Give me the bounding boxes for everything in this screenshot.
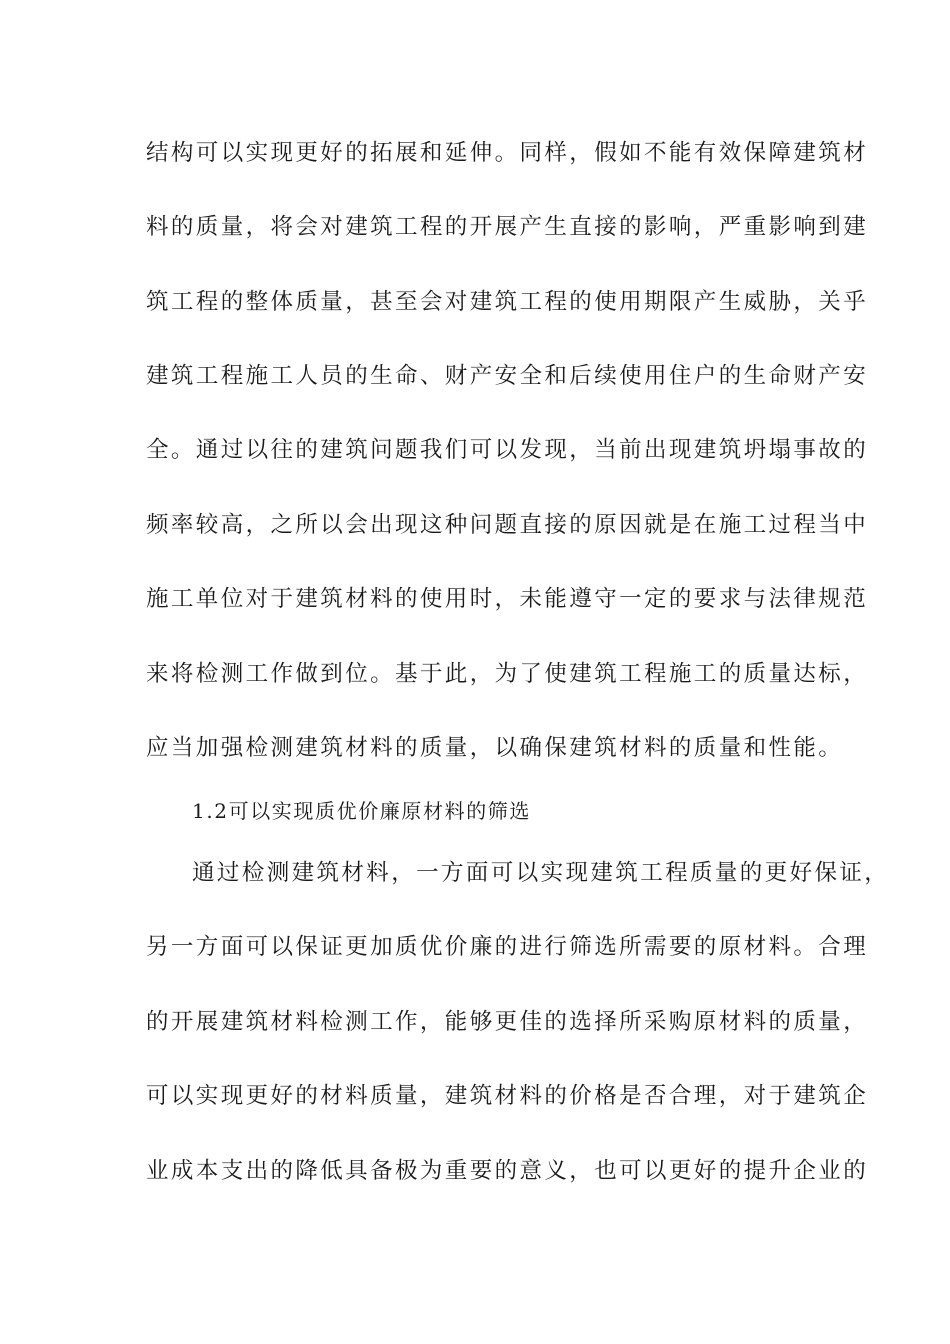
paragraph-line: 全。通过以往的建筑问题我们可以发现，当前出现建筑坍塌事故的	[146, 437, 869, 463]
paragraph-line: 另一方面可以保证更加质优价廉的进行筛选所需要的原材料。合理	[146, 934, 869, 960]
paragraph-line: 应当加强检测建筑材料的质量，以确保建筑材料的质量和性能。	[146, 735, 844, 761]
paragraph-line: 业成本支出的降低具备极为重要的意义，也可以更好的提升企业的	[146, 1158, 869, 1184]
paragraph-line: 结构可以实现更好的拓展和延伸。同样，假如不能有效保障建筑材	[146, 140, 869, 166]
paragraph-line: 来将检测工作做到位。基于此，为了使建筑工程施工的质量达标，	[146, 661, 869, 687]
section-heading: 1.2可以实现质优价廉原材料的筛选	[192, 799, 532, 823]
paragraph-line: 可以实现更好的材料质量，建筑材料的价格是否合理，对于建筑企	[146, 1083, 869, 1109]
paragraph-line: 施工单位对于建筑材料的使用时，未能遵守一定的要求与法律规范	[146, 586, 869, 612]
paragraph-line: 频率较高，之所以会出现这种问题直接的原因就是在施工过程当中	[146, 512, 869, 538]
paragraph-line: 的开展建筑材料检测工作，能够更佳的选择所采购原材料的质量，	[146, 1009, 869, 1035]
paragraph-line: 料的质量，将会对建筑工程的开展产生直接的影响，严重影响到建	[146, 214, 869, 240]
paragraph-line: 建筑工程施工人员的生命、财产安全和后续使用住户的生命财产安	[146, 363, 869, 389]
paragraph-line: 通过检测建筑材料，一方面可以实现建筑工程质量的更好保证，	[192, 860, 890, 886]
paragraph-line: 筑工程的整体质量，甚至会对建筑工程的使用期限产生威胁，关乎	[146, 289, 869, 315]
